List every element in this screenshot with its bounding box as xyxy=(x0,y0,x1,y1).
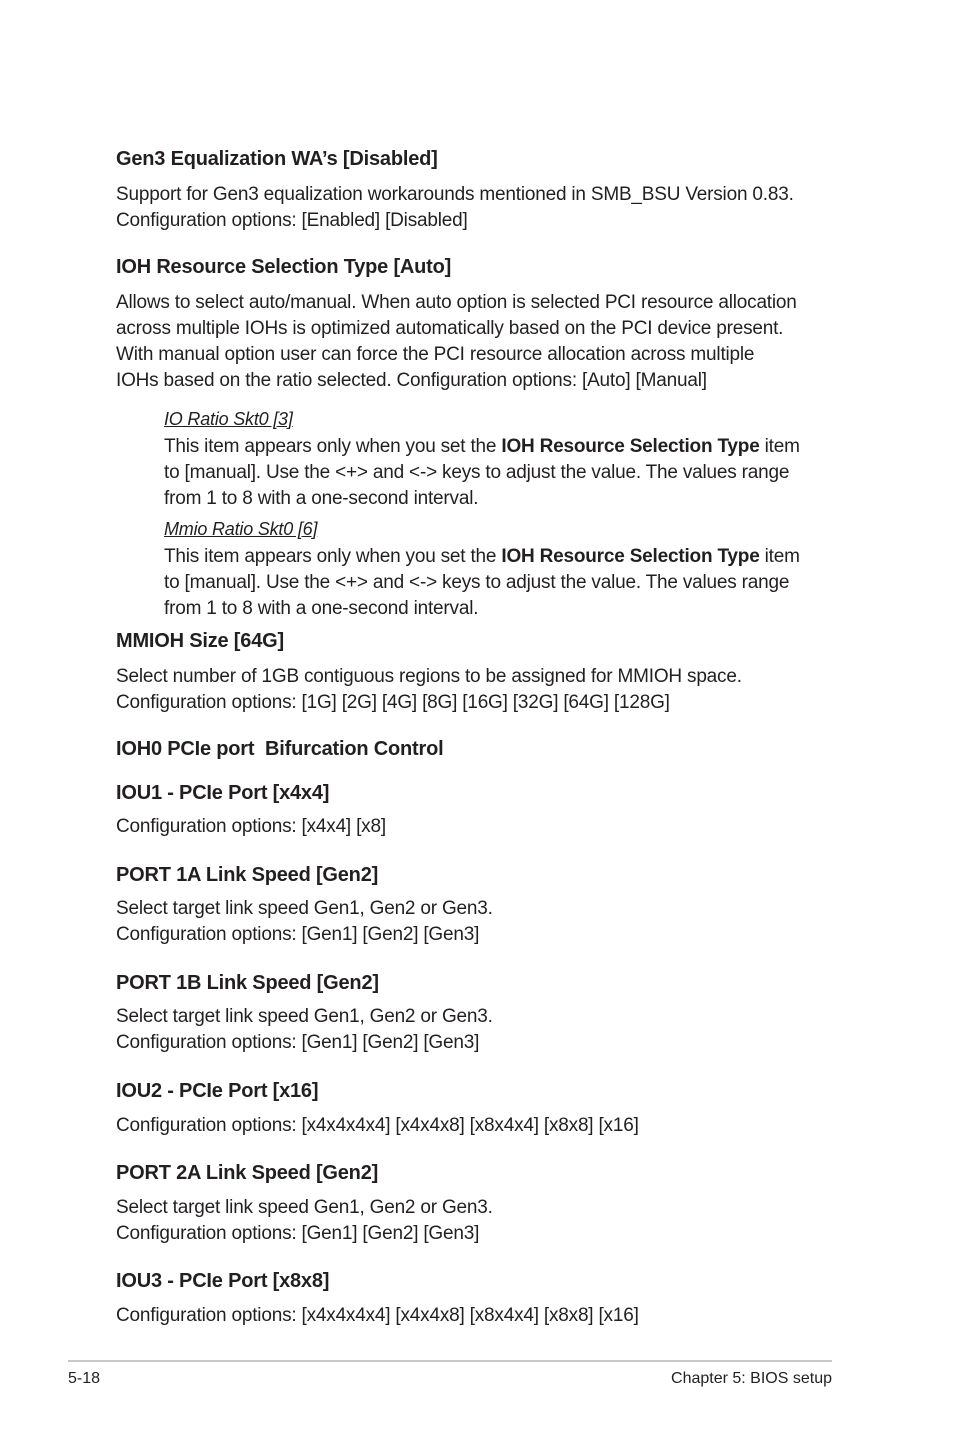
port1b-heading: PORT 1B Link Speed [Gen2] xyxy=(116,972,379,994)
port1a-desc-line: Select target link speed Gen1, Gen2 or Gen3. xyxy=(116,898,493,919)
iou1-options-line: Configuration options: [x4x4] [x8] xyxy=(116,816,386,837)
ioh-resource-line: IOHs based on the ratio selected. Configuration options: [Auto] [Manual] xyxy=(116,370,707,391)
ioh0-heading: IOH0 PCIe port Bifurcation Control xyxy=(116,738,444,760)
ioh-resource-heading: IOH Resource Selection Type [Auto] xyxy=(116,256,452,278)
gen3-options-line: Configuration options: [Enabled] [Disabled] xyxy=(116,210,468,231)
mmio-ratio-title: Mmio Ratio Skt0 [6] xyxy=(164,519,318,539)
io-ratio-line: from 1 to 8 with a one-second interval. xyxy=(164,488,479,509)
ioh-resource-line: Allows to select auto/manual. When auto option is selected PCI resource allocation xyxy=(116,292,797,313)
io-ratio-title: IO Ratio Skt0 [3] xyxy=(164,409,293,429)
port1a-heading: PORT 1A Link Speed [Gen2] xyxy=(116,864,379,886)
port2a-heading: PORT 2A Link Speed [Gen2] xyxy=(116,1162,379,1184)
io-ratio-bold-ref: IOH Resource Selection Type xyxy=(501,436,760,457)
port1a-options-line: Configuration options: [Gen1] [Gen2] [Gen3] xyxy=(116,924,480,945)
ioh-resource-line: across multiple IOHs is optimized automatically based on the PCI device present. xyxy=(116,318,784,339)
io-ratio-line: This item appears only when you set the IOH Resource Selection Type item xyxy=(164,436,800,457)
iou2-options-line: Configuration options: [x4x4x4x4] [x4x4x8] [x8x4x4] [x8x8] [x16] xyxy=(116,1115,639,1136)
port1b-desc-line: Select target link speed Gen1, Gen2 or Gen3. xyxy=(116,1006,493,1027)
io-ratio-line: to [manual]. Use the <+> and <-> keys to adjust the value. The values range xyxy=(164,462,790,483)
iou3-heading: IOU3 - PCIe Port [x8x8] xyxy=(116,1270,330,1292)
iou2-heading: IOU2 - PCIe Port [x16] xyxy=(116,1080,319,1102)
mmioh-options-line: Configuration options: [1G] [2G] [4G] [8G] [16G] [32G] [64G] [128G] xyxy=(116,692,670,713)
page-number: 5-18 xyxy=(68,1370,101,1387)
mmioh-heading: MMIOH Size [64G] xyxy=(116,630,284,652)
mmio-ratio-line: to [manual]. Use the <+> and <-> keys to adjust the value. The values range xyxy=(164,572,790,593)
gen3-heading: Gen3 Equalization WA’s [Disabled] xyxy=(116,148,438,170)
mmioh-desc-line: Select number of 1GB contiguous regions to be assigned for MMIOH space. xyxy=(116,666,742,687)
port2a-desc-line: Select target link speed Gen1, Gen2 or Gen3. xyxy=(116,1197,493,1218)
mmio-ratio-bold-ref: IOH Resource Selection Type xyxy=(501,546,760,567)
iou3-options-line: Configuration options: [x4x4x4x4] [x4x4x8] [x8x4x4] [x8x8] [x16] xyxy=(116,1305,639,1326)
chapter-title: Chapter 5: BIOS setup xyxy=(671,1370,832,1387)
port2a-options-line: Configuration options: [Gen1] [Gen2] [Gen3] xyxy=(116,1223,480,1244)
mmio-ratio-line: This item appears only when you set the IOH Resource Selection Type item xyxy=(164,546,800,567)
port1b-options-line: Configuration options: [Gen1] [Gen2] [Gen3] xyxy=(116,1032,480,1053)
ioh-resource-line: With manual option user can force the PCI resource allocation across multiple xyxy=(116,344,755,365)
footer-divider xyxy=(68,1360,832,1362)
gen3-desc-line: Support for Gen3 equalization workarounds mentioned in SMB_BSU Version 0.83. xyxy=(116,184,794,205)
mmio-ratio-line: from 1 to 8 with a one-second interval. xyxy=(164,598,479,619)
iou1-heading: IOU1 - PCIe Port [x4x4] xyxy=(116,782,330,804)
